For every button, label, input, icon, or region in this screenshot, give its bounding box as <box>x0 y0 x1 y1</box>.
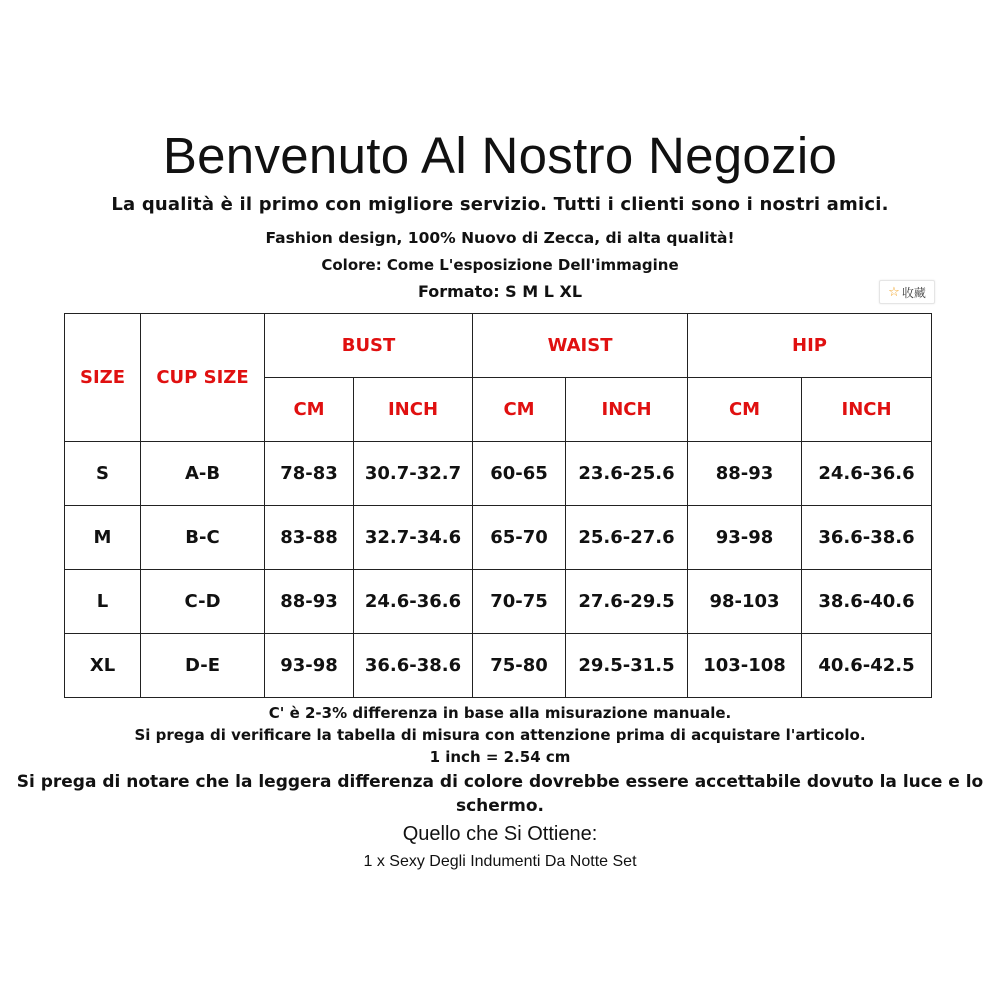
size-info: Formato: S M L XL <box>417 282 583 301</box>
tagline: La qualità è il primo con migliore servizio. Tutti i clienti sono i nostri amici. <box>111 194 889 215</box>
package-item: 1 x Sexy Degli Indumenti Da Notte Set <box>363 853 637 870</box>
cell-cup: C-D <box>141 570 265 634</box>
table-row <box>65 506 932 570</box>
cell-bust-cm: 78-83 <box>265 442 354 506</box>
cell-waist-cm: 75-80 <box>473 634 566 698</box>
measurement-note: C' è 2-3% differenza in base alla misurazione manuale. <box>268 704 732 722</box>
cell-bust-cm: 93-98 <box>265 634 354 698</box>
cell-cup: A-B <box>141 442 265 506</box>
cell-hip-inch: 36.6-38.6 <box>802 506 932 570</box>
header-bust: BUST <box>265 314 473 378</box>
cell-size: S <box>65 442 141 506</box>
cell-waist-inch: 27.6-29.5 <box>566 570 688 634</box>
cell-waist-inch: 29.5-31.5 <box>566 634 688 698</box>
cell-waist-cm: 65-70 <box>473 506 566 570</box>
cell-cup: B-C <box>141 506 265 570</box>
header-waist: WAIST <box>473 314 688 378</box>
size-chart-table <box>64 313 932 698</box>
check-chart-note: Si prega di verificare la tabella di misura con attenzione prima di acquistare l'articolo. <box>134 726 866 744</box>
unit-hip-cm: CM <box>688 378 802 442</box>
cell-waist-cm: 70-75 <box>473 570 566 634</box>
cell-bust-inch: 24.6-36.6 <box>354 570 473 634</box>
cell-hip-cm: 93-98 <box>688 506 802 570</box>
cell-bust-inch: 32.7-34.6 <box>354 506 473 570</box>
table-row <box>65 634 932 698</box>
header-cup-size: CUP SIZE <box>141 314 265 442</box>
package-heading: Quello che Si Ottiene: <box>402 823 598 845</box>
cell-size: M <box>65 506 141 570</box>
favorite-label: 收藏 <box>901 285 926 300</box>
cell-size: XL <box>65 634 141 698</box>
cell-hip-inch: 40.6-42.5 <box>802 634 932 698</box>
unit-bust-inch: INCH <box>354 378 473 442</box>
unit-waist-cm: CM <box>473 378 566 442</box>
cell-hip-cm: 88-93 <box>688 442 802 506</box>
header-hip: HIP <box>688 314 932 378</box>
unit-hip-inch: INCH <box>802 378 932 442</box>
unit-bust-cm: CM <box>265 378 354 442</box>
page-title: Benvenuto Al Nostro Negozio <box>162 127 838 184</box>
cell-bust-inch: 30.7-32.7 <box>354 442 473 506</box>
cell-bust-cm: 88-93 <box>265 570 354 634</box>
cell-hip-cm: 103-108 <box>688 634 802 698</box>
cell-waist-inch: 25.6-27.6 <box>566 506 688 570</box>
favorite-button[interactable] <box>879 280 935 304</box>
table-row <box>65 570 932 634</box>
unit-waist-inch: INCH <box>566 378 688 442</box>
cell-size: L <box>65 570 141 634</box>
color-difference-note: Si prega di notare che la leggera differenza di colore dovrebbe essere accettabile dovuto la luce e lo schermo. <box>16 772 984 816</box>
cell-waist-inch: 23.6-25.6 <box>566 442 688 506</box>
cell-waist-cm: 60-65 <box>473 442 566 506</box>
star-icon: ☆ <box>888 284 900 300</box>
table-row <box>65 442 932 506</box>
cell-bust-cm: 83-88 <box>265 506 354 570</box>
cell-hip-cm: 98-103 <box>688 570 802 634</box>
inch-conversion: 1 inch = 2.54 cm <box>429 748 571 766</box>
cell-hip-inch: 24.6-36.6 <box>802 442 932 506</box>
table-header-row <box>65 314 932 378</box>
cell-cup: D-E <box>141 634 265 698</box>
cell-bust-inch: 36.6-38.6 <box>354 634 473 698</box>
cell-hip-inch: 38.6-40.6 <box>802 570 932 634</box>
header-size: SIZE <box>65 314 141 442</box>
product-description: Fashion design, 100% Nuovo di Zecca, di alta qualità! <box>265 229 735 247</box>
color-info: Colore: Come L'esposizione Dell'immagine <box>321 256 679 274</box>
